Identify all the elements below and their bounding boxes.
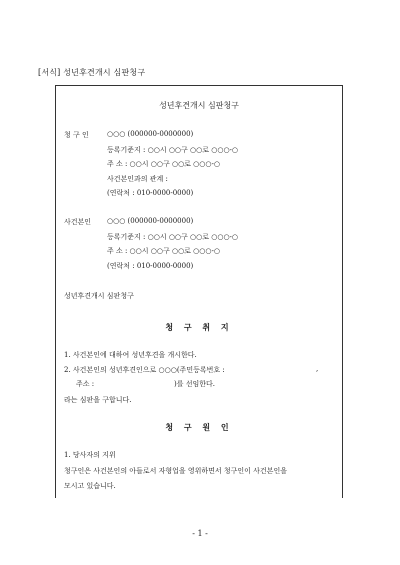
- form-label: [서식] 성년후견개시 심판청구: [38, 68, 146, 77]
- document-title: 성년후견개시 심판청구: [159, 101, 239, 110]
- purpose-item-2-comma: ,: [316, 365, 319, 373]
- case-title: 성년후견개시 심판청구: [64, 292, 134, 300]
- purpose-closing: 라는 심판을 구합니다.: [64, 396, 132, 404]
- purpose-item-1: 1. 사건본인에 대하여 성년후견을 개시한다.: [64, 351, 197, 359]
- claimant-registered-address: 등록기준지 : ○○시 ○○구 ○○로 ○○○-○: [107, 146, 239, 154]
- claimant-contact: (연락처 : 010-0000-0000): [107, 189, 194, 197]
- subject-contact: (연락처 : 010-0000-0000): [107, 262, 194, 270]
- document-frame: [55, 85, 343, 498]
- claimant-name: ○○○ (000000-0000000): [107, 130, 194, 138]
- subject-name: ○○○ (000000-0000000): [107, 217, 194, 225]
- subject-address: 주 소 : ○○시 ○○구 ○○로 ○○○-○: [107, 247, 220, 255]
- purpose-item-2: 2. 사건본인의 성년후견인으로 ○○○(주민등록번호 :: [64, 366, 225, 374]
- cause-heading: 청 구 원 인: [165, 422, 233, 432]
- purpose-heading: 청 구 취 지: [165, 322, 233, 332]
- subject-role: 사건본인: [64, 218, 92, 226]
- cause-section-1: 1. 당사자의 지위: [64, 451, 116, 459]
- cause-paragraph-line-1: 청구인은 사건본인의 아들로서 자형업을 영위하면서 청구인이 사건본인을: [64, 467, 287, 475]
- claimant-address: 주 소 : ○○시 ○○구 ○○로 ○○○-○: [107, 160, 220, 168]
- claimant-relation: 사건본인과의 관계 :: [107, 175, 168, 183]
- subject-registered-address: 등록기준지 : ○○시 ○○구 ○○로 ○○○-○: [107, 233, 239, 241]
- purpose-item-2-end: )를 선임한다.: [174, 380, 215, 388]
- claimant-role: 청 구 인: [64, 131, 89, 139]
- purpose-item-2-address: 주소 :: [76, 380, 95, 388]
- page-number: - 1 -: [192, 529, 208, 538]
- cause-paragraph-line-2: 모시고 있습니다.: [64, 482, 116, 490]
